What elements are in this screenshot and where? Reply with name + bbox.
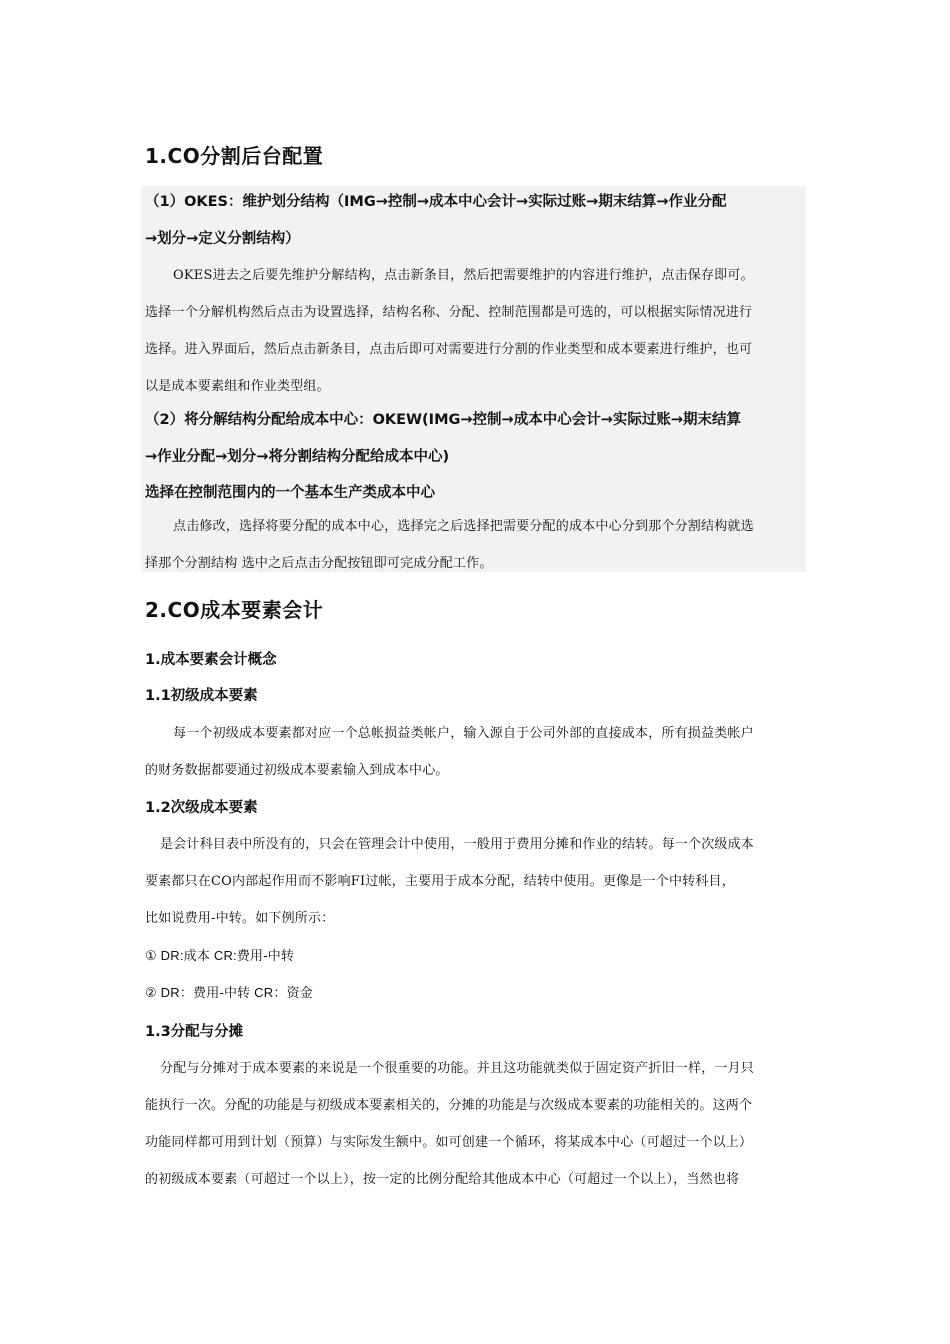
section2-paragraph-line1: 点击修改，选择将要分配的成本中心，选择完之后选择把需要分配的成本中心分到那个分割结构就选 [173, 519, 754, 534]
posting-example-1: ① DR:成本 CR:费用-中转 [145, 948, 295, 963]
allocation-distribution-heading: 1.3分配与分摊 [145, 1024, 244, 1040]
section2-paragraph-line2: 择那个分割结构 选中之后点击分配按钮即可完成分配工作。 [145, 556, 493, 571]
section1-paragraph-line1: OKES进去之后要先维护分解结构，点击新条目，然后把需要维护的内容进行维护，点击保存即可。 [173, 268, 754, 283]
allocation-paragraph-line3: 功能同样都可用到计划（预算）与实际发生额中。如可创建一个循环，将某成本中心（可超过一个以上） [145, 1135, 753, 1150]
section1-title-line2: →划分→定义分割结构） [145, 231, 300, 247]
heading-co-split-config: 1.CO分割后台配置 [145, 144, 324, 168]
posting-example-2: ② DR：费用-中转 CR：资金 [145, 985, 313, 1000]
section1-paragraph-line3: 选择。进入界面后，然后点击新条目，点击后即可对需要进行分割的作业类型和成本要素进行维护，也可 [145, 342, 753, 357]
section1-paragraph-line4: 以是成本要素组和作业类型组。 [145, 379, 330, 394]
section2-subtitle: 选择在控制范围内的一个基本生产类成本中心 [145, 485, 435, 501]
secondary-cost-paragraph-line1: 是会计科目表中所没有的，只会在管理会计中使用，一般用于费用分摊和作业的结转。每一个次级成本 [160, 837, 755, 852]
secondary-cost-paragraph-line2: 要素都只在CO内部起作用而不影响FI过帐，主要用于成本分配，结转中使用。更像是一个中转科目， [145, 874, 735, 889]
cost-element-concept-heading: 1.成本要素会计概念 [145, 652, 277, 668]
allocation-paragraph-line1: 分配与分摊对于成本要素的来说是一个很重要的功能。并且这功能就类似于固定资产折旧一样，一月只 [160, 1061, 755, 1076]
section1-paragraph-line2: 选择一个分解机构然后点击为设置选择，结构名称、分配、控制范围都是可选的，可以根据实际情况进行 [145, 305, 753, 320]
section2-title-line1: （2）将分解结构分配给成本中心：OKEW(IMG→控制→成本中心会计→实际过账→期末结算 [145, 412, 741, 428]
section1-title-line1: （1）OKES：维护划分结构（IMG→控制→成本中心会计→实际过账→期末结算→作业分配 [145, 194, 727, 210]
allocation-paragraph-line4: 的初级成本要素（可超过一个以上），按一定的比例分配给其他成本中心（可超过一个以上），当然也将 [145, 1172, 740, 1187]
secondary-cost-paragraph-line3: 比如说费用-中转。如下例所示： [145, 911, 335, 926]
section2-title-line2: →作业分配→划分→将分割结构分配给成本中心) [145, 449, 450, 465]
primary-cost-element-heading: 1.1初级成本要素 [145, 688, 258, 704]
heading-co-cost-element-accounting: 2.CO成本要素会计 [145, 598, 324, 622]
secondary-cost-element-heading: 1.2次级成本要素 [145, 800, 258, 816]
primary-cost-paragraph-line2: 的财务数据都要通过初级成本要素输入到成本中心。 [145, 763, 449, 778]
allocation-paragraph-line2: 能执行一次。分配的功能是与初级成本要素相关的，分摊的功能是与次级成本要素的功能相关的。这两个 [145, 1098, 753, 1113]
primary-cost-paragraph-line1: 每一个初级成本要素都对应一个总帐损益类帐户，输入源自于公司外部的直接成本，所有损益类帐户 [173, 726, 754, 741]
